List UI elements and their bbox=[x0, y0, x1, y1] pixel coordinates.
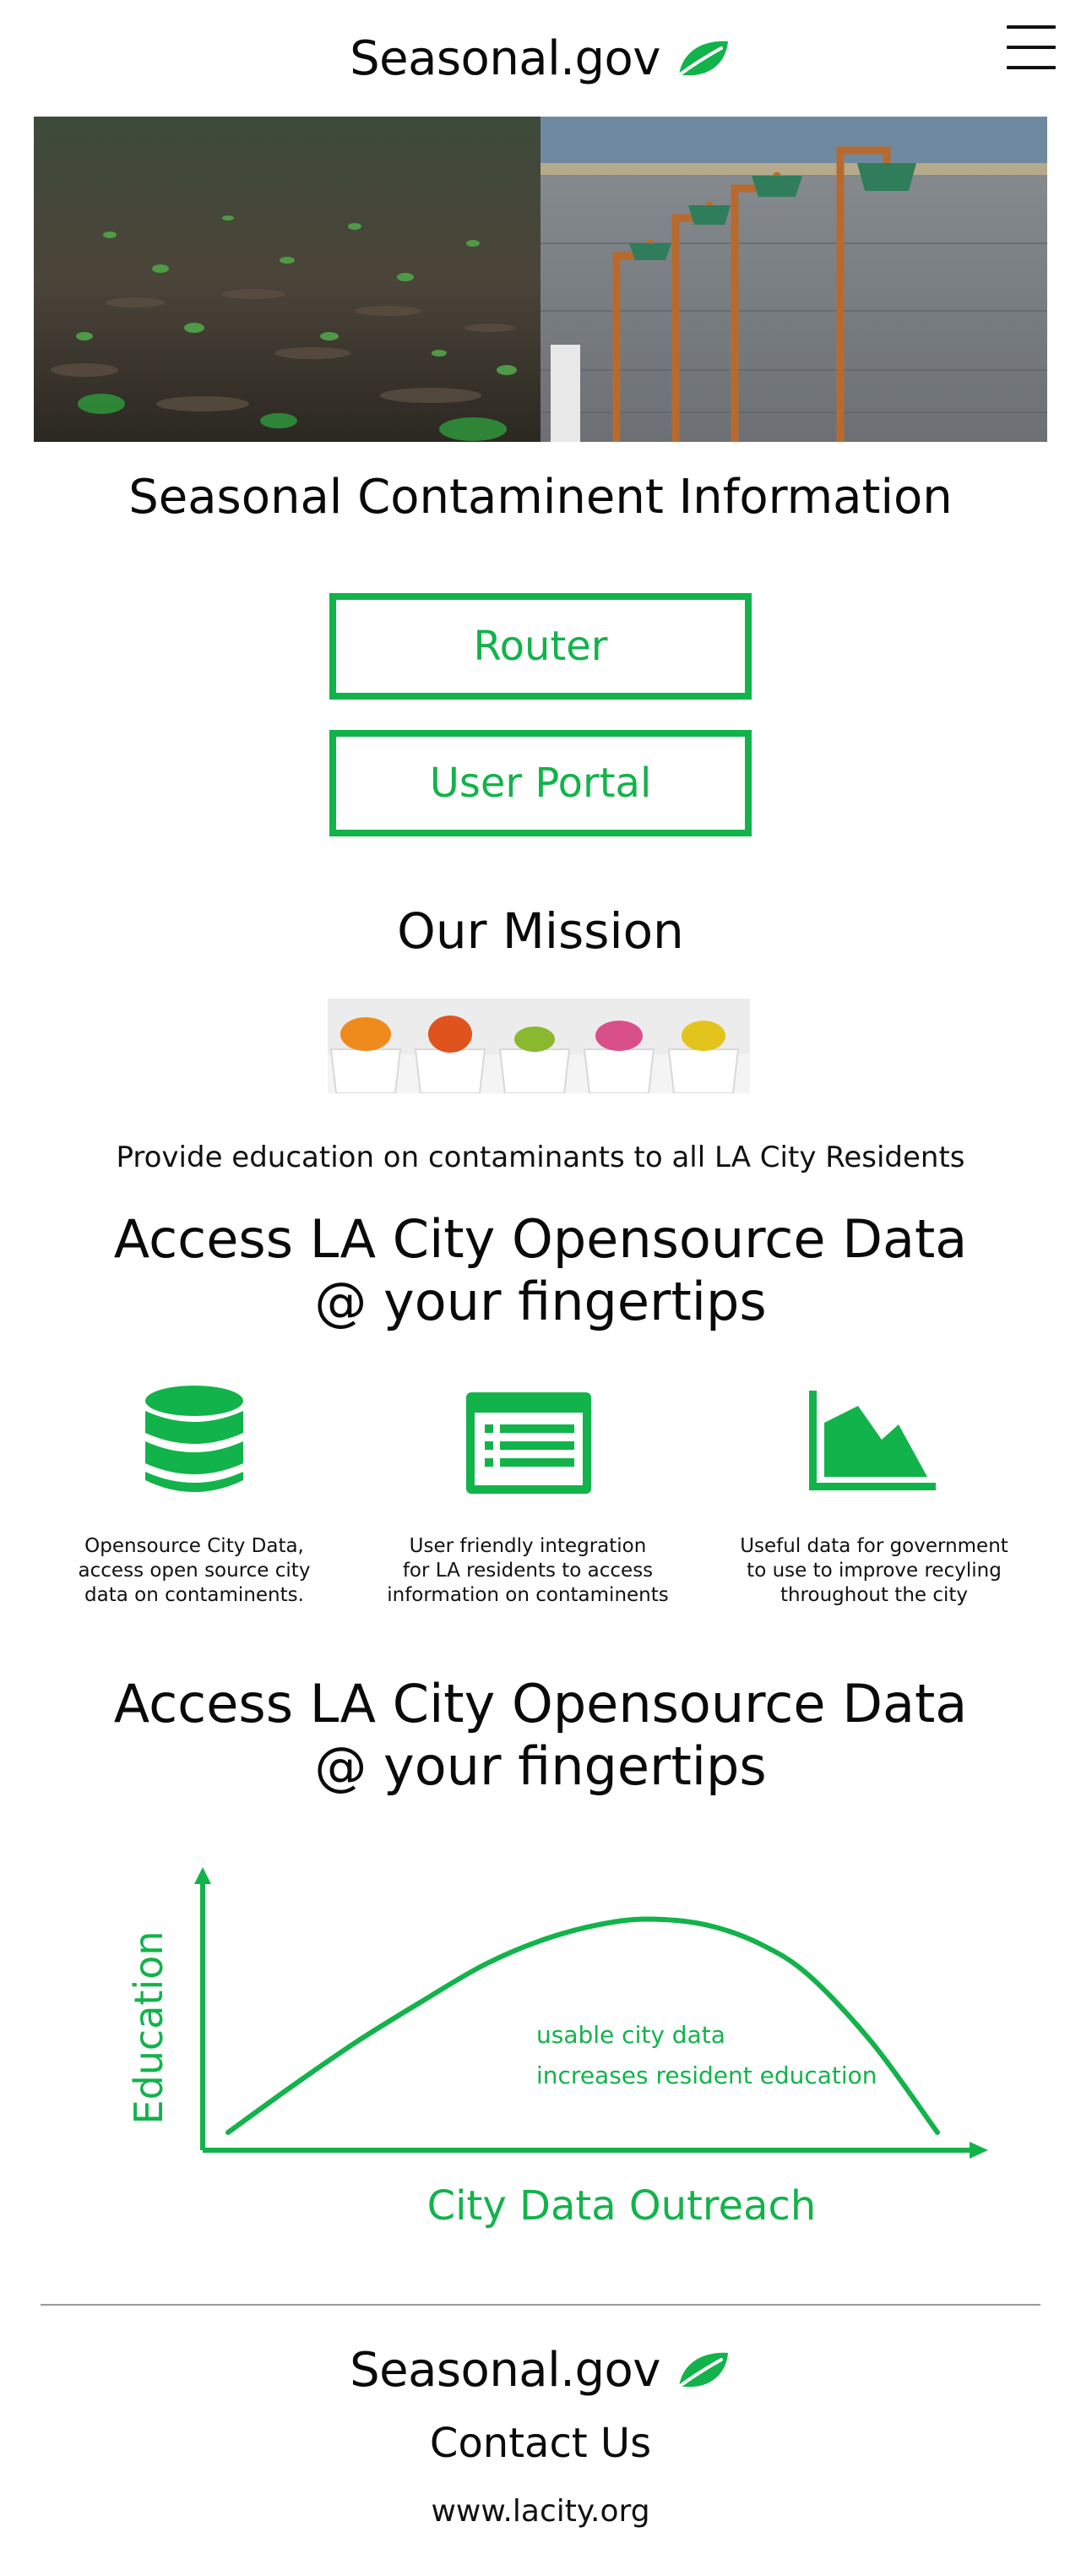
y-axis-label: Education bbox=[126, 1931, 171, 2125]
footer-brand[interactable] bbox=[0, 2340, 1081, 2399]
list-window-icon bbox=[466, 1392, 591, 1494]
contact-us-link[interactable]: Contact Us bbox=[429, 2420, 652, 2467]
page-title: Seasonal Contaminent Information bbox=[128, 470, 953, 525]
footer-brand-name: Seasonal.gov bbox=[350, 2342, 660, 2398]
brand-name: Seasonal.gov bbox=[350, 30, 660, 86]
annotation-line1: usable city data bbox=[536, 2021, 725, 2049]
feature-line: information on contaminents bbox=[387, 1584, 669, 1606]
leaf-icon bbox=[674, 36, 731, 80]
feature-line: to use to improve recyling bbox=[747, 1560, 1002, 1582]
hero-banner bbox=[34, 117, 1047, 442]
potted-cacti-row-photo bbox=[328, 999, 750, 1093]
footer-url-link[interactable]: www.lacity.org bbox=[431, 2494, 650, 2529]
router-button[interactable]: Router bbox=[329, 593, 752, 700]
feature-line: User friendly integration bbox=[409, 1535, 647, 1557]
user-portal-button[interactable]: User Portal bbox=[329, 730, 752, 836]
feature-line: access open source city bbox=[78, 1560, 311, 1582]
mission-heading: Our Mission bbox=[397, 902, 684, 960]
access-heading-line1: Access LA City Opensource Data bbox=[113, 1208, 968, 1270]
education-outreach-chart bbox=[110, 1859, 1005, 2247]
feature-line: for LA residents to access bbox=[402, 1560, 654, 1582]
feature-government-text bbox=[726, 1534, 1022, 1608]
leaf-icon bbox=[674, 2348, 731, 2392]
mission-text: Provide education on contaminants to all LA City Residents bbox=[116, 1141, 965, 1174]
chart-heading-line2: @ your fingertips bbox=[314, 1735, 767, 1797]
database-icon bbox=[144, 1386, 245, 1500]
feature-line: data on contaminents. bbox=[84, 1584, 304, 1606]
feature-line: throughout the city bbox=[780, 1584, 969, 1606]
area-chart-icon bbox=[809, 1391, 936, 1490]
annotation-line2: increases resident education bbox=[536, 2061, 877, 2089]
y-axis-arrow bbox=[194, 1867, 211, 1884]
site-header-brand[interactable] bbox=[0, 29, 1081, 88]
feature-integration-text bbox=[372, 1534, 684, 1608]
access-heading bbox=[0, 1208, 1081, 1333]
x-axis-label: City Data Outreach bbox=[426, 2182, 817, 2230]
access-heading-line2: @ your fingertips bbox=[314, 1271, 767, 1332]
hamburger-menu-button[interactable] bbox=[1007, 24, 1056, 71]
footer-divider bbox=[41, 2304, 1040, 2306]
feature-line: Useful data for government bbox=[740, 1535, 1008, 1557]
forest-floor-seedlings-photo bbox=[34, 117, 540, 442]
chart-heading-line1: Access LA City Opensource Data bbox=[113, 1673, 968, 1735]
feature-line: Opensource City Data, bbox=[84, 1535, 304, 1557]
wall-lamps-on-pipes-photo bbox=[540, 117, 1047, 442]
feature-opensource-text bbox=[51, 1534, 338, 1608]
chart-section-heading bbox=[0, 1673, 1081, 1798]
x-axis-arrow bbox=[970, 2142, 988, 2159]
